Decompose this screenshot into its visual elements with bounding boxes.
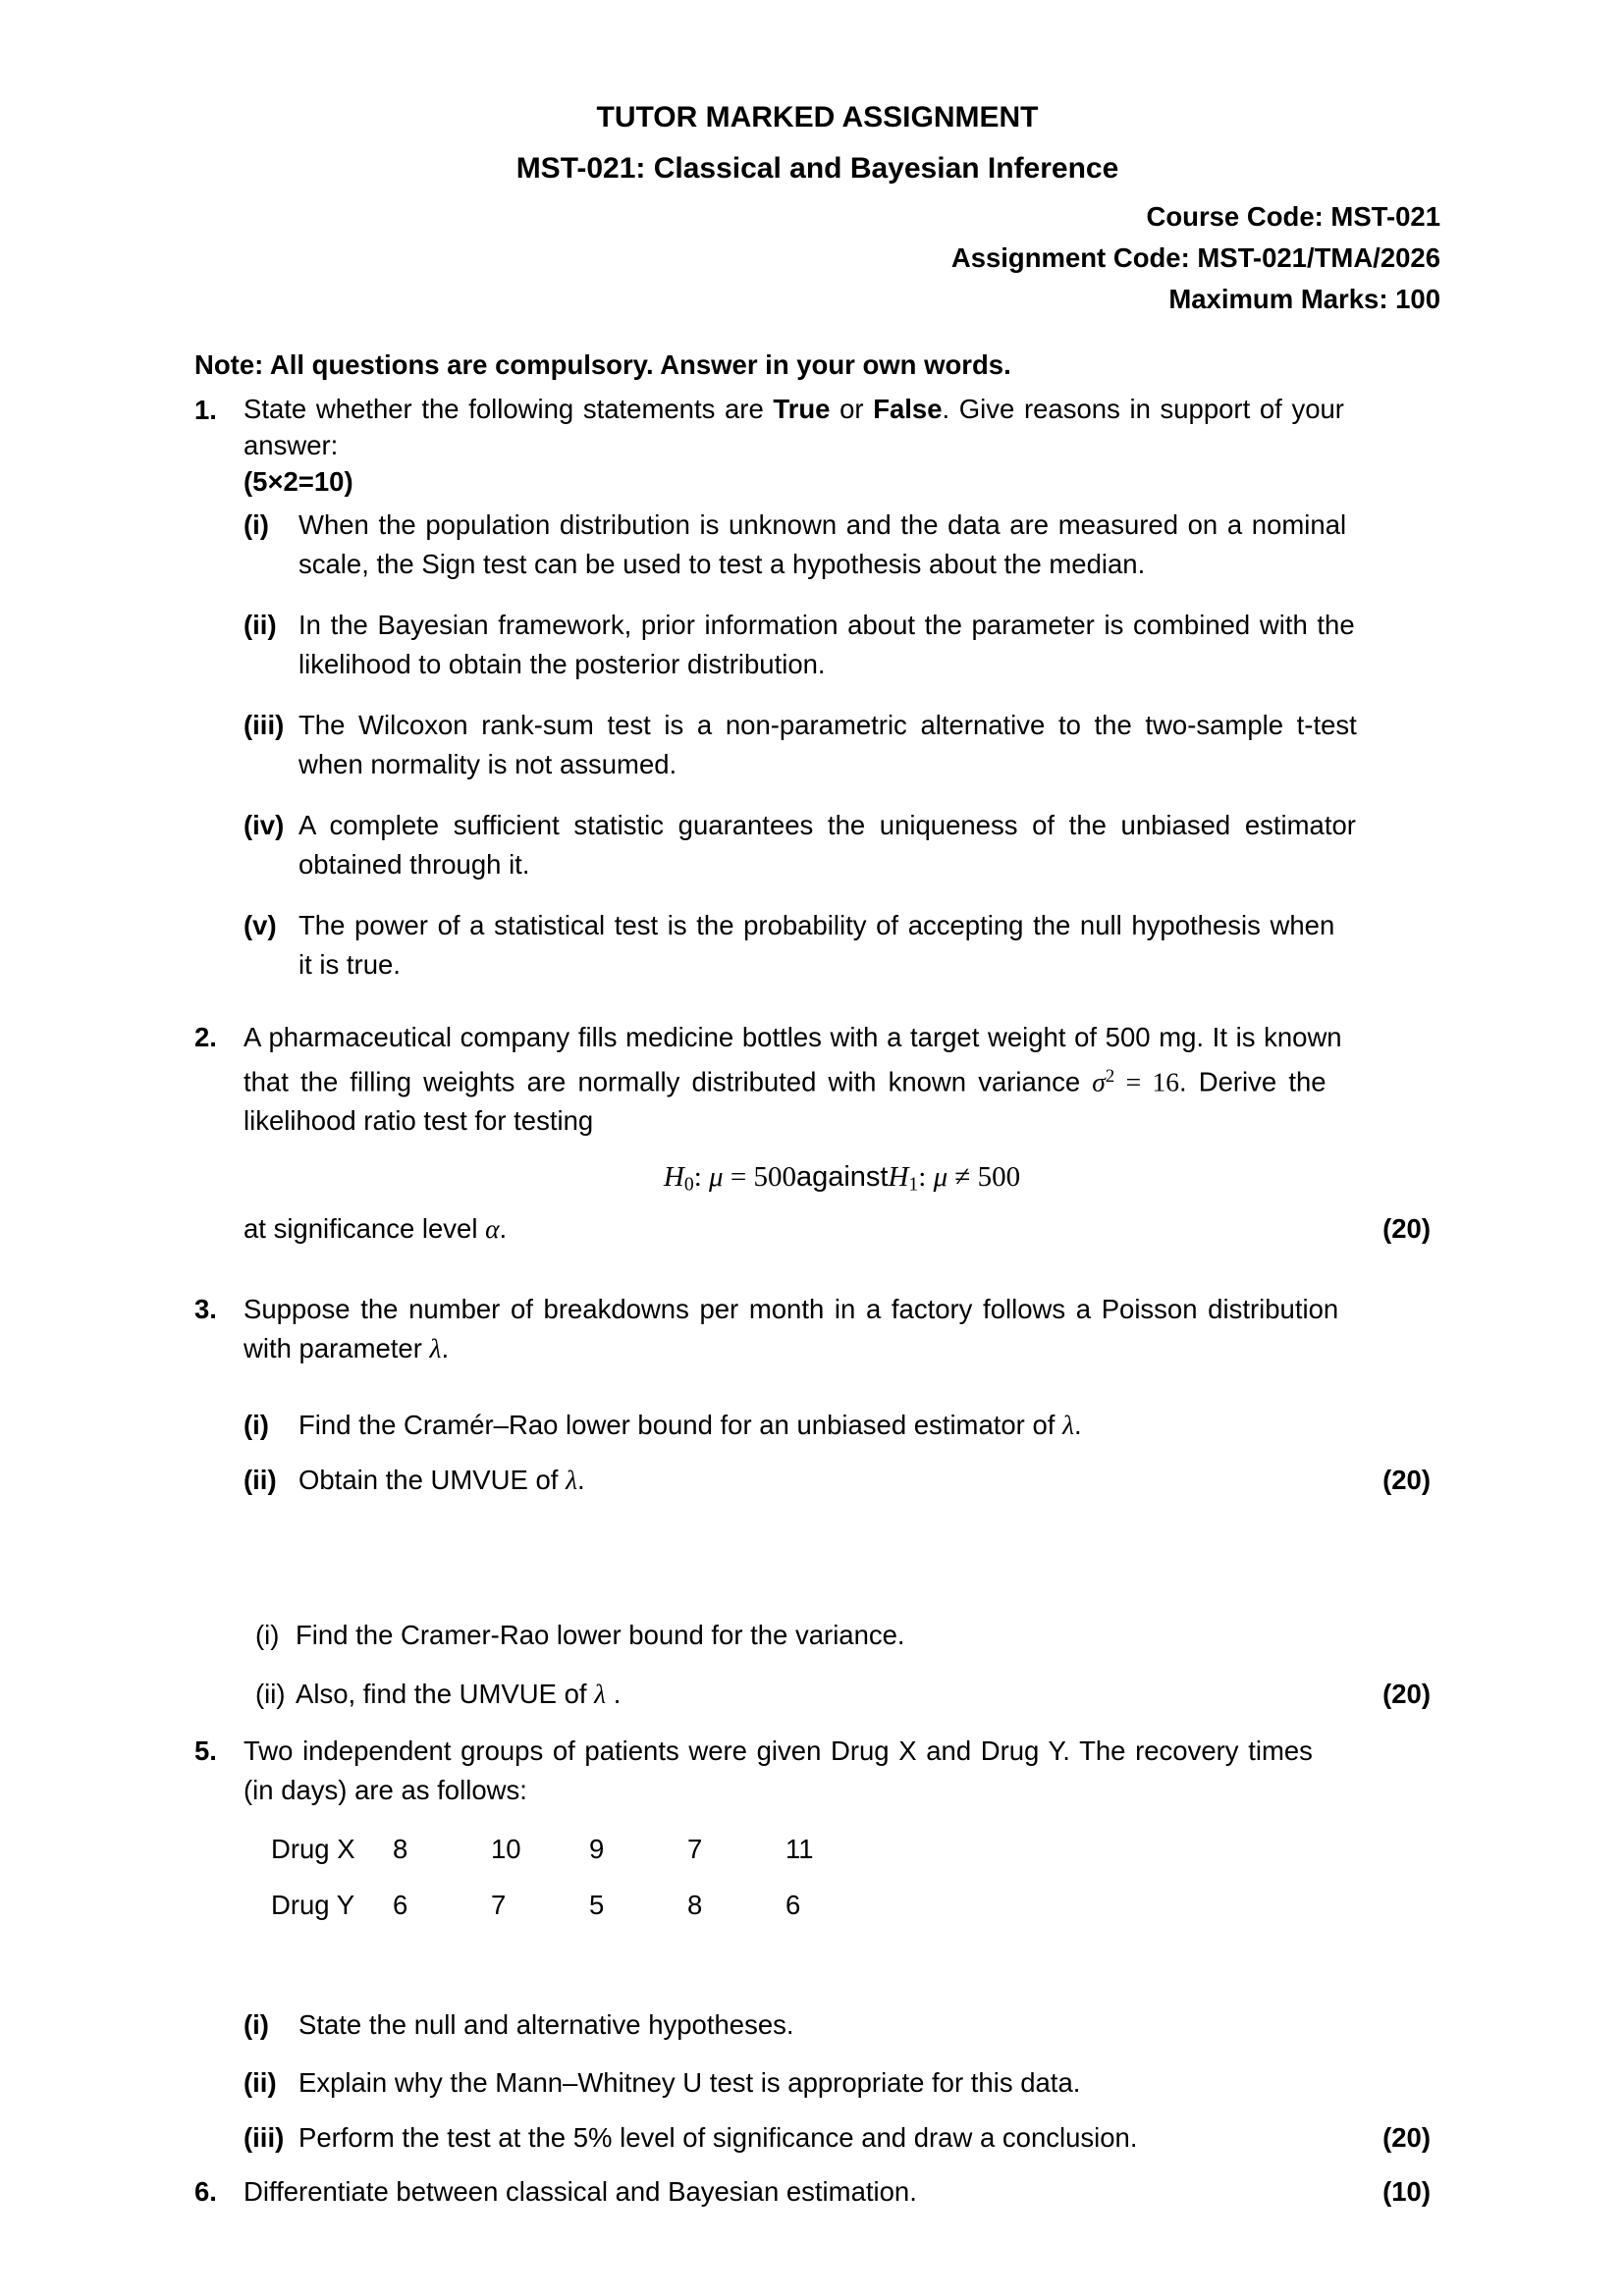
item-line: In the Bayesian framework, prior information about the parameter is combined with the <box>298 610 1355 640</box>
question-3-stem <box>244 1290 1440 1368</box>
cell-value: 11 <box>785 1833 814 1864</box>
item-line: When the population distribution is unknown and the data are measured on a nominal <box>298 509 1347 540</box>
item-text <box>298 506 1440 584</box>
question-5-number: 5. <box>194 1735 217 1766</box>
item-line: Explain why the Mann–Whitney U test is appropriate for this data. <box>298 2066 1081 2098</box>
cell-value: 6 <box>785 1889 801 1920</box>
question-6-number: 6. <box>194 2175 217 2207</box>
question-2 <box>194 1018 1440 1249</box>
stem-line: State whether the following statements are True or False. Give reasons in support of your <box>244 394 1344 424</box>
item-line: Find the Cramér–Rao lower bound for an unbiased estimator of λ. <box>298 1409 1082 1440</box>
question-6 <box>194 2172 1440 2212</box>
question-2-stem <box>244 1018 1440 1141</box>
row-label: Drug Y <box>271 1889 355 1920</box>
assignment-meta <box>194 196 1440 320</box>
marks-badge: (20) <box>1382 2121 1431 2153</box>
question-6-text: Differentiate between classical and Bayesian estimation. <box>244 2175 917 2207</box>
question-3 <box>194 1290 1440 1500</box>
list-item <box>255 1616 1440 1655</box>
stem-line: that the filling weights are normally distributed with known variance $\sigma^2 = 16$. Derive the <box>244 1066 1326 1097</box>
assignment-code: Assignment Code: MST-021/TMA/2026 <box>950 242 1440 273</box>
maximum-marks: Maximum Marks: 100 <box>1168 284 1440 314</box>
item-line: it is true. <box>298 949 401 980</box>
stem-line: with parameter λ. <box>244 1332 450 1363</box>
table-row <box>271 1886 1440 1925</box>
list-item <box>244 2063 1440 2103</box>
hypothesis-formula: $H_0$: μ = 500againstH$_1$: μ ≠ 500 <box>663 1161 1021 1196</box>
question-1 <box>194 391 1440 985</box>
item-text <box>298 906 1440 985</box>
item-label: (i) <box>244 509 269 540</box>
item-label: (ii) <box>244 1464 277 1495</box>
item-label: (iii) <box>244 710 285 740</box>
item-line: Find the Cramer-Rao lower bound for the variance. <box>296 1619 905 1650</box>
closing-line: at significance level α. <box>244 1212 508 1244</box>
item-text <box>298 706 1440 784</box>
marks-badge: (20) <box>1382 1678 1431 1709</box>
item-line: likelihood to obtain the posterior distribution. <box>298 649 826 679</box>
question-5 <box>194 1732 1440 2158</box>
stem-line: likelihood ratio test for testing <box>244 1105 594 1137</box>
question-1-stem <box>244 391 1440 500</box>
table-row <box>271 1830 1440 1869</box>
assignment-title: TUTOR MARKED ASSIGNMENT <box>596 101 1039 133</box>
cell-value: 7 <box>687 1833 703 1864</box>
question-5-stem <box>244 1732 1440 1810</box>
marks-note: (5×2=10) <box>244 466 353 497</box>
item-label: (ii) <box>255 1678 286 1709</box>
question-4-fragment <box>225 1616 1440 1714</box>
item-label: (i) <box>244 1409 269 1440</box>
question-1-number: 1. <box>194 395 217 425</box>
list-item <box>244 506 1440 584</box>
note: Note: All questions are compulsory. Answer in your own words. <box>194 349 1011 380</box>
item-line: when normality is not assumed. <box>298 749 677 779</box>
question-2-number: 2. <box>194 1022 217 1052</box>
list-item <box>244 806 1440 884</box>
list-item <box>244 2005 1440 2045</box>
cell-value: 10 <box>491 1833 521 1864</box>
list-item <box>244 2118 1440 2158</box>
item-text <box>298 606 1440 684</box>
marks-badge: (10) <box>1382 2175 1431 2207</box>
item-label: (v) <box>244 910 277 940</box>
cell-value: 7 <box>491 1889 507 1920</box>
cell-value: 8 <box>687 1889 703 1920</box>
item-line: A complete sufficient statistic guarantees the uniqueness of the unbiased estimator <box>298 810 1356 840</box>
item-line: scale, the Sign test can be used to test a hypothesis about the median. <box>298 549 1146 579</box>
item-line: Obtain the UMVUE of λ. <box>298 1464 585 1495</box>
item-text <box>298 806 1440 884</box>
item-line: obtained through it. <box>298 849 530 880</box>
stem-line: A pharmaceutical company fills medicine bottles with a target weight of 500 mg. It is known <box>244 1022 1342 1052</box>
stem-line: answer: <box>244 430 339 460</box>
item-line: Also, find the UMVUE of λ . <box>296 1678 622 1709</box>
cell-value: 8 <box>393 1833 408 1864</box>
item-label: (iii) <box>244 2121 285 2153</box>
stem-line: Two independent groups of patients were given Drug X and Drug Y. The recovery times <box>244 1735 1313 1766</box>
cell-value: 9 <box>589 1833 605 1864</box>
row-label: Drug X <box>271 1833 355 1864</box>
item-label: (ii) <box>244 2066 277 2098</box>
list-item <box>244 706 1440 784</box>
list-item <box>255 1675 1440 1714</box>
item-line: The power of a statistical test is the probability of accepting the null hypothesis when <box>298 910 1335 940</box>
drug-recovery-table <box>271 1830 1440 1925</box>
item-label: (iv) <box>244 810 285 840</box>
stem-line: Suppose the number of breakdowns per month in a factory follows a Poisson distribution <box>244 1293 1339 1324</box>
item-line: State the null and alternative hypotheses. <box>298 2008 794 2040</box>
list-item <box>244 1406 1440 1445</box>
question-3-number: 3. <box>194 1293 217 1324</box>
cell-value: 6 <box>393 1889 408 1920</box>
marks-badge: (20) <box>1382 1212 1431 1244</box>
item-label: (i) <box>255 1619 280 1650</box>
question-2-closing <box>244 1209 1440 1249</box>
item-label: (i) <box>244 2008 269 2040</box>
item-line: The Wilcoxon rank-sum test is a non-parametric alternative to the two-sample t-test <box>298 710 1357 740</box>
list-item <box>244 1461 1440 1500</box>
item-line: Perform the test at the 5% level of significance and draw a conclusion. <box>298 2121 1138 2153</box>
course-code: Course Code: MST-021 <box>1146 201 1440 232</box>
cell-value: 5 <box>589 1889 605 1920</box>
stem-line: (in days) are as follows: <box>244 1774 527 1805</box>
assignment-subtitle: MST-021: Classical and Bayesian Inference <box>515 152 1119 185</box>
list-item <box>244 606 1440 684</box>
item-label: (ii) <box>244 610 277 640</box>
marks-badge: (20) <box>1382 1464 1431 1495</box>
list-item <box>244 906 1440 985</box>
